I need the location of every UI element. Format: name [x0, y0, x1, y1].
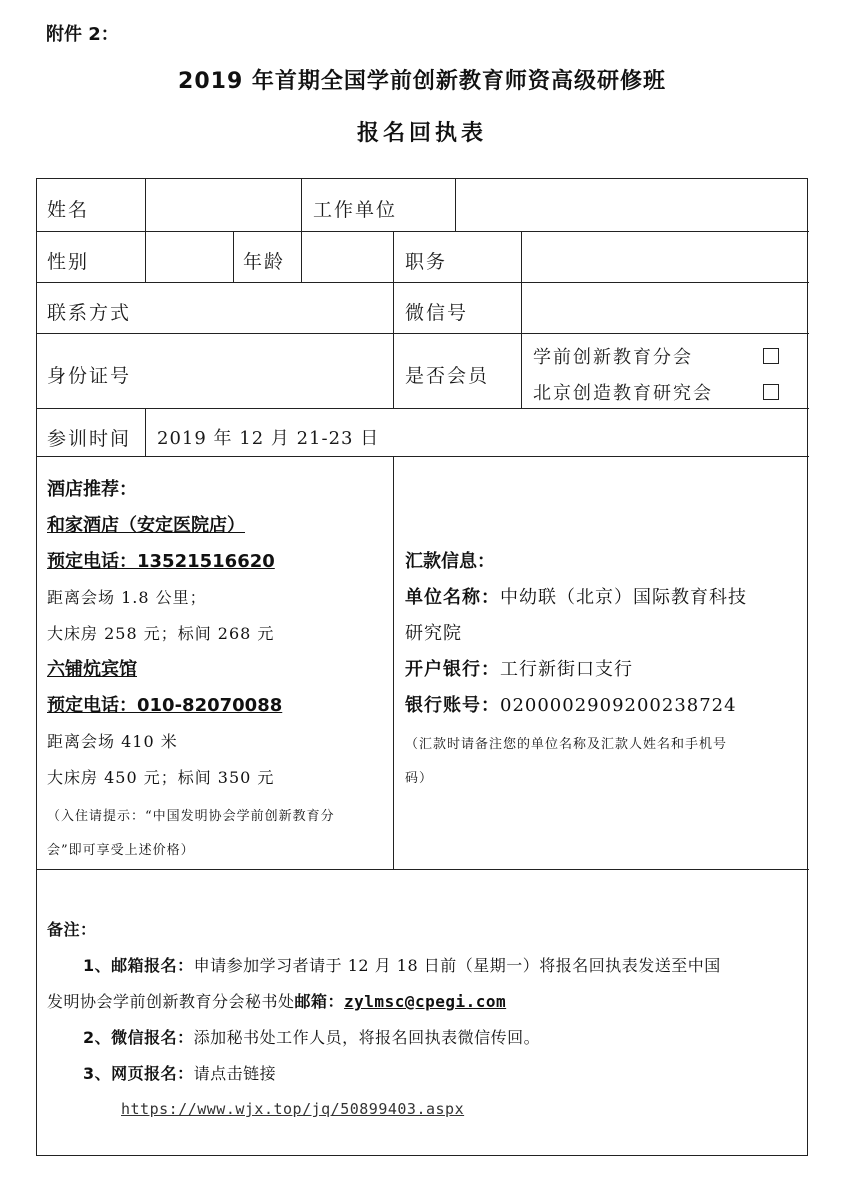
form-title: 2019 年首期全国学前创新教育师资高级研修班 — [178, 69, 666, 94]
hotel-1-distance: 距离会场 1.8 公里； — [47, 588, 207, 607]
training-time-label: 参训时间 — [47, 428, 132, 450]
hotel-heading: 酒店推荐： — [47, 479, 137, 500]
training-time-value: 2019 年 12 月 21-23 日 — [157, 428, 380, 449]
remark-1-number: 1、 — [83, 956, 112, 975]
remark-3-label: 网页报名： — [111, 1064, 194, 1083]
row-divider — [37, 282, 809, 283]
col-divider — [145, 231, 146, 282]
remark-1-email-link[interactable]: zylmsc@cpegi.com — [344, 992, 507, 1011]
col-divider — [301, 179, 302, 231]
remark-1-text-2: 发明协会学前创新教育分会秘书处 — [47, 992, 295, 1011]
name-field[interactable] — [157, 189, 293, 223]
hotel-tip-line-2: 会”即可享受上述价格） — [47, 843, 195, 858]
age-label: 年龄 — [243, 251, 286, 273]
gender-field[interactable] — [157, 241, 227, 275]
remark-2 — [83, 1025, 540, 1048]
remark-3-url-line — [121, 1099, 464, 1118]
member-label: 是否会员 — [405, 365, 490, 387]
payment-bank — [405, 655, 633, 681]
remark-3-text: 请点击链接 — [193, 1064, 277, 1083]
col-divider — [521, 231, 522, 408]
hotel-1-name: 和家酒店（安定医院店） — [47, 515, 245, 536]
remark-2-number: 2、 — [83, 1028, 112, 1047]
col-divider — [145, 408, 146, 456]
work-unit-label: 工作单位 — [313, 199, 398, 221]
position-field[interactable] — [531, 241, 801, 275]
hotel-2-distance: 距离会场 410 米 — [47, 732, 178, 751]
remarks-heading: 备注： — [47, 920, 97, 939]
wechat-label: 微信号 — [405, 302, 469, 324]
remark-1-line-1 — [83, 953, 721, 976]
member-option-2: 北京创造教育研究会 — [533, 383, 713, 404]
col-divider — [301, 231, 302, 282]
id-number-field[interactable] — [157, 349, 387, 393]
row-divider — [37, 408, 809, 409]
remark-1-line-2 — [47, 989, 506, 1012]
remark-1-email-label: 邮箱： — [294, 992, 345, 1011]
remark-1-label: 邮箱报名： — [111, 956, 194, 975]
payment-unit-line-1 — [405, 583, 747, 609]
payment-note-line-1: （汇款时请备注您的单位名称及汇款人姓名和手机号 — [405, 737, 728, 752]
hotel-tip-line-1: （入住请提示：“中国发明协会学前创新教育分 — [47, 809, 335, 824]
work-unit-field[interactable] — [467, 189, 797, 223]
attachment-label: 附件 2： — [46, 24, 119, 45]
payment-unit-label: 单位名称： — [405, 587, 500, 608]
col-divider — [145, 179, 146, 231]
id-number-label: 身份证号 — [47, 365, 132, 387]
form-subtitle: 报名回执表 — [356, 121, 487, 146]
hotel-2-name: 六铺炕宾馆 — [47, 659, 137, 680]
age-field[interactable] — [311, 241, 387, 275]
hotel-2-price: 大床房 450 元；标间 350 元 — [47, 768, 275, 787]
member-option-1-checkbox[interactable] — [763, 347, 779, 369]
col-divider — [393, 231, 394, 408]
remark-2-text: 添加秘书处工作人员，将报名回执表微信传回。 — [193, 1028, 541, 1047]
row-divider — [37, 231, 809, 232]
col-divider — [455, 179, 456, 231]
payment-bank-value: 工行新街口支行 — [500, 659, 633, 680]
registration-url-link[interactable]: https://www.wjx.top/jq/50899403.aspx — [121, 1100, 465, 1118]
member-option-1: 学前创新教育分会 — [533, 347, 693, 368]
payment-account-label: 银行账号： — [405, 695, 500, 716]
payment-account-value: 0200002909200238724 — [500, 695, 737, 716]
col-divider — [393, 456, 394, 869]
payment-account — [405, 691, 737, 717]
payment-bank-label: 开户银行： — [405, 659, 500, 680]
contact-label: 联系方式 — [47, 302, 132, 324]
position-label: 职务 — [405, 251, 448, 273]
remark-1-text: 申请参加学习者请于 12 月 18 日前（星期一）将报名回执表发送至中国 — [193, 956, 721, 975]
name-label: 姓名 — [47, 199, 90, 221]
contact-field[interactable] — [157, 291, 387, 325]
col-divider — [233, 231, 234, 282]
remark-2-label: 微信报名： — [111, 1028, 194, 1047]
hotel-1-price: 大床房 258 元；标间 268 元 — [47, 624, 275, 643]
gender-label: 性别 — [47, 251, 90, 273]
registration-form-table — [36, 178, 808, 1156]
payment-unit-value: 中幼联（北京）国际教育科技 — [500, 587, 747, 608]
payment-heading: 汇款信息： — [405, 551, 495, 572]
row-divider — [37, 869, 809, 870]
row-divider — [37, 456, 809, 457]
hotel-1-phone: 预定电话：13521516620 — [47, 551, 275, 572]
payment-unit-line-2: 研究院 — [405, 623, 462, 644]
member-option-2-checkbox[interactable] — [763, 383, 779, 405]
row-divider — [37, 333, 809, 334]
wechat-field[interactable] — [531, 291, 801, 325]
remark-3-number: 3、 — [83, 1064, 112, 1083]
payment-note-line-2: 码） — [405, 771, 434, 786]
remark-3 — [83, 1061, 276, 1084]
hotel-2-phone: 预定电话：010-82070088 — [47, 695, 283, 716]
